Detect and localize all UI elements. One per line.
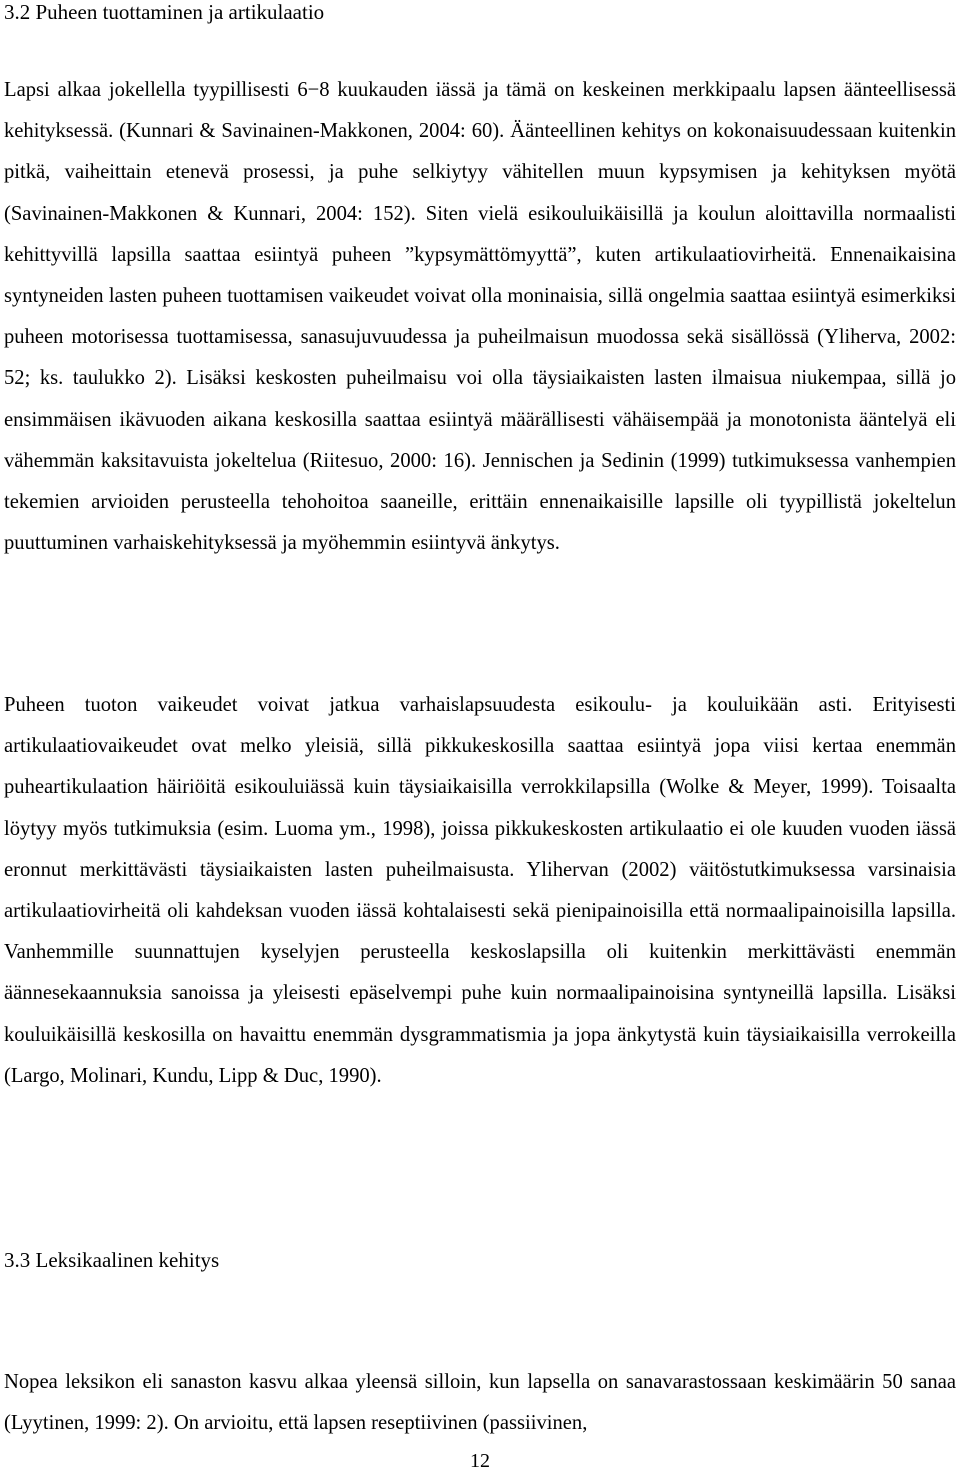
paragraph-3: Nopea leksikon eli sanaston kasvu alkaa yleensä silloin, kun lapsella on sanavarastossaan keskimäärin 50 sanaa (Lyytinen, 1999: 2). On arvioitu, että lapsen reseptiivinen (passiivinen, (4, 1371, 956, 1435)
paragraph-2: Puheen tuoton vaikeudet voivat jatkua varhaislapsuudesta esikoulu- ja kouluikään asti. Erityisesti artikulaatiovaikeudet ovat melko yleisiä, sillä pikkukeskosilla saattaa esiintyä jopa viisi kertaa enemmän puheartikulaation häiriöitä esikouluiässä kuin täysiaikaisilla verrokkilapsilla (Wolke & Meyer, 1999). Toisaalta löytyy myös tutkimuksia (esim. Luoma ym., 1998), joissa pikkukeskosten artikulaatio ei ole kuuden vuoden iässä eronnut merkittävästi täysiaikaisten lasten puheilmaisusta. Ylihervan (2002) väitöstutkimuksessa varsinaisia artikulaatiovirheitä oli kahdeksan vuoden iässä kohtalaisesti sekä pienipainoisilla että normaalipainoisilla lapsilla. Vanhemmille suunnattujen kyselyjen perusteella keskoslapsilla oli kuitenkin merkittävästi enemmän äännesekaannuksia sanoissa ja yleisesti epäselvempi puhe kuin normaalipainoisina syntyneillä lapsilla. Lisäksi kouluikäisillä keskosilla on havaittu enemmän dysgrammatismia ja jopa änkytystä kuin täysiaikaisilla verrokeilla (Largo, Molinari, Kundu, Lipp & Duc, 1990). (4, 694, 956, 1087)
section-heading-3-3: 3.3 Leksikaalinen kehitys (4, 1248, 220, 1272)
section-heading-3-2: 3.2 Puheen tuottaminen ja artikulaatio (4, 0, 325, 24)
page-number: 12 (470, 1450, 490, 1472)
paragraph-1: Lapsi alkaa jokellella tyypillisesti 6−8 kuukauden iässä ja tämä on keskeinen merkkipaalu lapsen äänteellisessä kehityksessä. (Kunnari & Savinainen-Makkonen, 2004: 60). Äänteellinen kehitys on kokonaisuudessaan kuitenkin pitkä, vaiheittain etenevä prosessi, ja puhe selkiytyy vähitellen muun kypsymisen ja kehityksen myötä (Savinainen-Makkonen & Kunnari, 2004: 152). Siten vielä esikouluikäisillä ja koulun aloittavilla normaalisti kehittyvillä lapsilla saattaa esiintyä puheen ”kypsymättömyyttä”, kuten artikulaatiovirheitä. Ennenaikaisina syntyneiden lasten puheen tuottamisen vaikeudet voivat olla moninaisia, sillä ongelmia saattaa esiintyä esimerkiksi puheen motorisessa tuottamisessa, sanasujuvuudessa ja puheilmaisun muodossa sekä sisällössä (Yliherva, 2002: 52; ks. taulukko 2). Lisäksi keskosten puheilmaisu voi olla täysiaikaisten lasten ilmaisua niukempaa, sillä jo ensimmäisen ikävuoden aikana keskosilla saattaa esiintyä määrällisesti vähäisempää ja monotonista ääntelyä eli vähemmän kaksitavuista jokeltelua (Riitesuo, 2000: 16). Jennischen ja Sedinin (1999) tutkimuksessa vanhempien tekemien arvioiden perusteella tehohoitoa saaneille, erittäin ennenaikaisille lapsille oli tyypillistä jokeltelun puuttuminen varhaiskehityksessä ja myöhemmin esiintyvä änkytys. (4, 79, 956, 555)
